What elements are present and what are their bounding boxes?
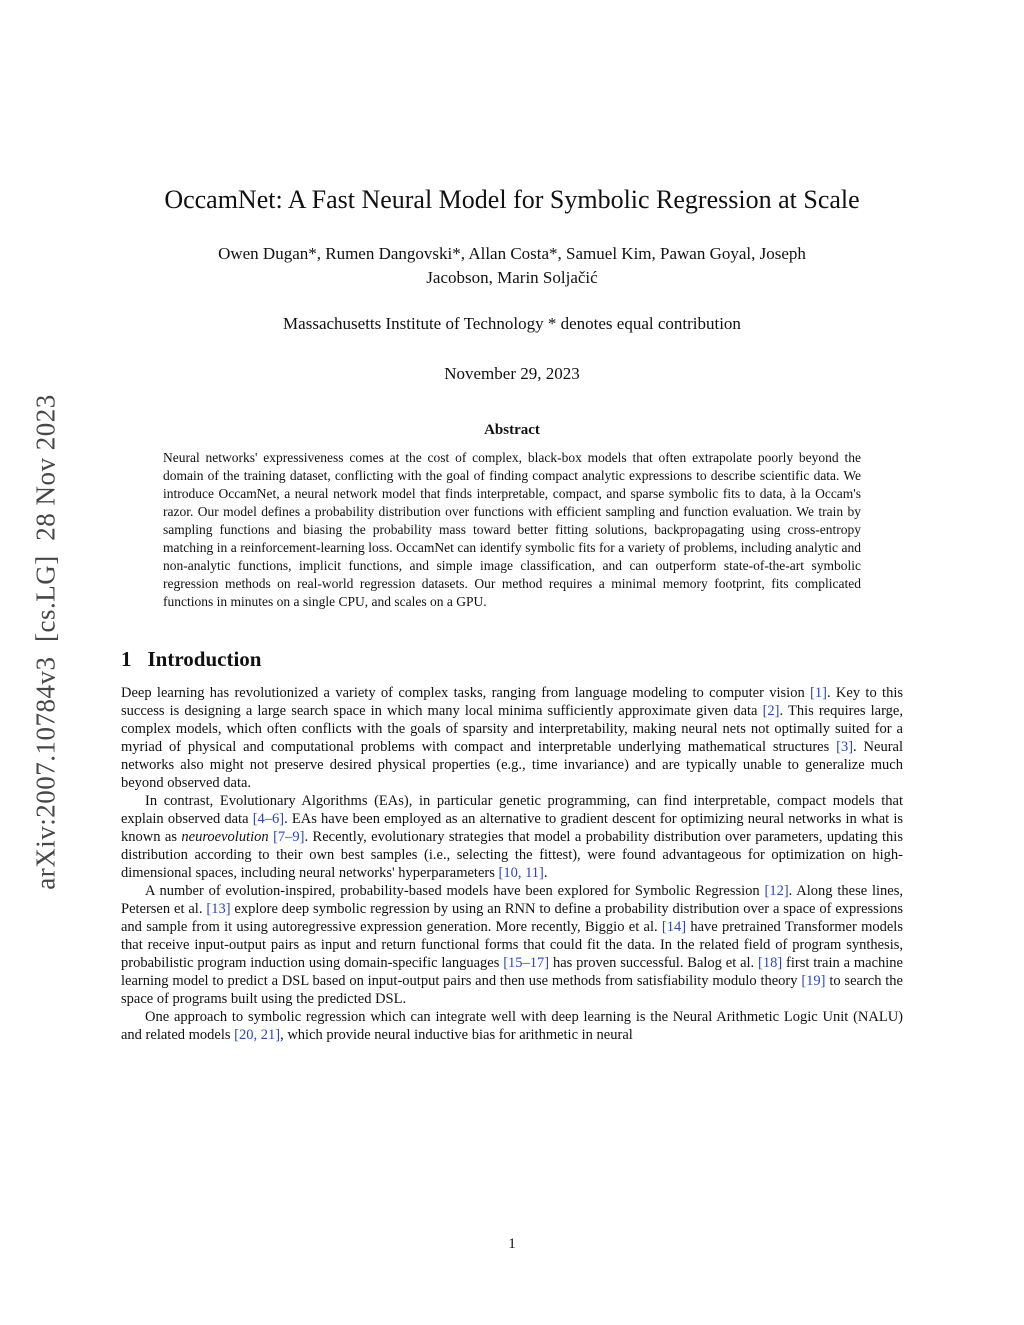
introduction-body (121, 684, 903, 1044)
citation-link[interactable]: [1] (810, 685, 827, 701)
equal-contribution-note: * denotes equal contribution (547, 314, 741, 333)
paper-date: November 29, 2023 (444, 364, 580, 383)
citation-link[interactable]: [2] (762, 703, 780, 719)
section-heading-introduction (121, 647, 903, 672)
paper-page-content (121, 0, 903, 1044)
arxiv-watermark: arXiv:2007.10784v3 [cs.LG] 28 Nov 2023 (30, 394, 61, 890)
citation-link[interactable]: [4–6] (252, 811, 285, 827)
citation-link[interactable]: [20, 21] (234, 1027, 281, 1043)
intro-paragraph-1: Deep learning has revolutionized a variety of complex tasks, ranging from language modeling to computer vision [1]. Key to this success is designing a large search space in which many local minima sufficiently approximate given data [2]. This requires large, complex models, which often conflicts with the goals of sparsity and interpretability, making neural nets not optimally suited for a myriad of physical and computational problems with compact and interpretable underlying mathematical structures [3]. Neural networks also might not preserve desired physical properties (e.g., time invariance) and are typically unable to generalize much beyond observed data. (121, 685, 904, 791)
affiliation: Massachusetts Institute of Technology (283, 314, 544, 333)
paper-title: OccamNet: A Fast Neural Model for Symbolic Regression at Scale (164, 185, 860, 214)
authors-line-1: Owen Dugan*, Rumen Dangovski*, Allan Costa*, Samuel Kim, Pawan Goyal, Joseph (218, 244, 806, 263)
abstract-text: Neural networks' expressiveness comes at the cost of complex, black-box models that often extrapolate poorly beyond the domain of the training dataset, conflicting with the goal of finding compact analytic expressions to describe scientific data. We introduce OccamNet, a neural network model that finds interpretable, compact, and sparse symbolic fits to data, à la Occam's razor. Our model defines a probability distribution over functions with efficient sampling and function evaluation. We train by sampling functions and biasing the probability mass toward better fitting solutions, backpropagating using cross-entropy matching in a reinforcement-learning loss. OccamNet can identify symbolic fits for a variety of problems, including analytic and non-analytic functions, implicit functions, and simple image classification, and can outperform state-of-the-art symbolic regression methods on real-world regression datasets. Our method requires a minimal memory footprint, fits complicated functions in minutes on a single CPU, and scales on a GPU. (163, 450, 861, 609)
intro-paragraph-4: One approach to symbolic regression which can integrate well with deep learning is the Neural Arithmetic Logic Unit (NALU) and related models [20, 21], which provide neural inductive bias for arithmetic in neural (121, 1009, 903, 1043)
section-title: Introduction (147, 647, 262, 671)
author-list (121, 242, 903, 290)
citation-link[interactable]: [19] (801, 973, 826, 989)
abstract-heading: Abstract (484, 422, 540, 438)
authors-line-2: Jacobson, Marin Soljačić (426, 268, 598, 287)
citation-link[interactable]: [7–9] (273, 829, 305, 845)
citation-link[interactable]: [14] (661, 919, 687, 935)
citation-link[interactable]: [12] (764, 883, 789, 899)
citation-link[interactable]: [3] (836, 739, 854, 755)
section-number: 1 (121, 647, 132, 671)
page-number: 1 (508, 1236, 516, 1252)
citation-link[interactable]: [15–17] (503, 955, 550, 971)
affiliation-block (121, 312, 903, 336)
citation-link[interactable]: [18] (758, 955, 783, 971)
abstract-section (121, 422, 903, 611)
intro-paragraph-2: In contrast, Evolutionary Algorithms (EAs), in particular genetic programming, can find interpretable, compact models that explain observed data [4–6]. EAs have been employed as an alternative to gradient descent for optimizing neural networks in what is known as neuroevolution [7–9]. Recently, evolutionary strategies that model a probability distribution over parameters, updating this distribution according to their own best samples (i.e., selecting the fittest), were found advantageous for optimization on high-dimensional spaces, including neural networks' hyperparameters [10, 11]. (121, 793, 903, 881)
citation-link[interactable]: [10, 11] (498, 865, 544, 881)
intro-paragraph-3: A number of evolution-inspired, probability-based models have been explored for Symbolic Regression [12]. Along these lines, Petersen et al. [13] explore deep symbolic regression by using an RNN to define a probability distribution over a space of expressions and sample from it using autoregressive expression generation. More recently, Biggio et al. [14] have pretrained Transformer models that receive input-output pairs as input and return functional forms that could fit the data. In the related field of program synthesis, probabilistic program induction using domain-specific languages [15–17] has proven successful. Balog et al. [18] first train a machine learning model to predict a DSL based on input-output pairs and then use methods from satisfiability modulo theory [19] to search the space of programs built using the predicted DSL. (121, 883, 903, 1007)
citation-link[interactable]: [13] (206, 901, 231, 917)
